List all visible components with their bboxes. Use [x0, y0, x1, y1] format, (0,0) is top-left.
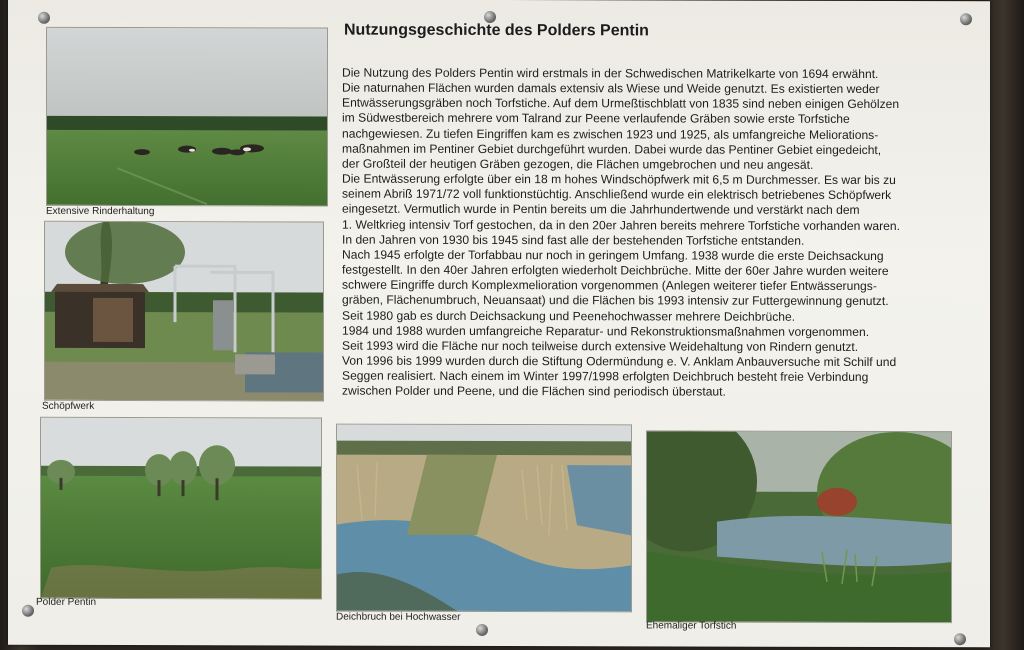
screw-bottom-right: [954, 633, 966, 645]
body-line: nachgewiesen. Zu tiefen Eingriffen kam es zwischen 1923 und 1925, als umfangreiche Meliorations-: [342, 126, 879, 142]
body-line: Entwässerungsgräben noch Torfstiche. Auf dem Urmeßtischblatt von 1835 sind neben einigen Gehölzen: [342, 95, 900, 112]
body-line: Seit 1980 gab es durch Deichsackung und Peenehochwasser mehrere Deichbrüche.: [342, 308, 796, 324]
body-line: eingesetzt. Vermutlich wurde in Pentin bereits um die Jahrhundertwende und verstärkt nach dem: [342, 201, 860, 218]
body-line: Seit 1993 wird die Fläche nur noch teilweise durch extensive Weidehaltung von Rindern genutzt.: [342, 338, 859, 354]
body-line: In den Jahren von 1930 bis 1945 sind fast alle der bestehenden Torfstiche entstanden.: [342, 232, 805, 248]
body-line: zwischen Polder und Peene, und die Flächen sind periodisch überstaut.: [342, 383, 726, 399]
caption-cattle: Extensive Rinderhaltung: [46, 205, 155, 218]
body-line: schwere Eingriffe durch Komplexmelioration vorgenommen (Anlegen weiterer tiefer Entwässerungs-: [342, 277, 877, 294]
body-line: seinem Abriß 1971/72 voll funktionstüchtig. Anschließend wurde ein elektrisch betriebenes Schöpfwerk: [342, 186, 892, 203]
caption-dike-breach: Deichbruch bei Hochwasser: [336, 611, 461, 623]
page-title: Nutzungsgeschichte des Polders Pentin: [344, 21, 649, 40]
caption-peat-cutting: Ehemaliger Torfstich: [646, 620, 737, 632]
photo-pumping-station: [44, 221, 324, 402]
body-line: Von 1996 bis 1999 wurden durch die Stiftung Odermündung e. V. Anklam Anbauversuche mit Schilf und: [342, 353, 897, 370]
body-line: Nach 1945 erfolgte der Torfabbau nur noch in geringem Umfang. 1938 wurde die erste Deichsackung: [342, 247, 884, 263]
info-board: [8, 0, 990, 647]
screw-bottom-left: [22, 605, 34, 617]
body-line: der Großteil der heutigen Gräben gezogen, die Flächen umgebrochen und neu angesät.: [342, 156, 814, 172]
screw-top-right: [960, 13, 972, 25]
body-line: Die naturnahen Flächen wurden damals extensiv als Wiese und Weide genutzt. Es existierten weder: [342, 80, 880, 97]
body-line: festgestellt. In den 40er Jahren erfolgten wiederholt Deichbrüche. Mitte der 60er Jahre wurden weitere: [342, 262, 889, 279]
body-line: 1. Weltkrieg intensiv Torf gestochen, da in den 20er Jahren bereits mehrere Torfstiche vorhanden waren.: [342, 217, 900, 233]
body-line: gräben, Flächenumbruch, Neuansaat) und die Flächen bis 1993 intensiv zur Futtergewinnung genutzt.: [342, 292, 889, 309]
photo-polder-pentin: [40, 417, 322, 600]
caption-pumping-station: Schöpfwerk: [42, 400, 95, 412]
photo-former-peat-cutting: [646, 430, 952, 623]
body-line: 1984 und 1988 wurden umfangreiche Reparatur- und Rekonstruktionsmaßnahmen vorgenommen.: [342, 323, 870, 339]
photo-dike-breach: [336, 424, 632, 613]
photo-cattle-pasture: [46, 27, 328, 207]
body-text: [342, 66, 972, 401]
caption-polder: Polder Pentin: [36, 596, 97, 608]
body-line: Seggen realisiert. Nach einem im Winter 1997/1998 erfolgten Deichbruch besteht freie Verbindung: [342, 368, 869, 385]
screw-top-left: [38, 12, 50, 24]
body-line: im Südwestbereich mehrere vom Talrand zur Peene verlaufende Gräben sowie erste Torfstiche: [342, 111, 850, 127]
body-line: Die Entwässerung erfolgte über ein 18 m hohes Windschöpfwerk mit 6,5 m Durchmesser. Es war bis zu: [342, 171, 896, 188]
body-line: maßnahmen im Pentiner Gebiet durchgeführt wurden. Dabei wurde das Pentiner Gebiet eingedeicht,: [342, 141, 882, 157]
screw-bottom-middle: [476, 624, 488, 636]
body-line: Die Nutzung des Polders Pentin wird erstmals in der Schwedischen Matrikelkarte von 1694 erwähnt.: [342, 65, 879, 81]
